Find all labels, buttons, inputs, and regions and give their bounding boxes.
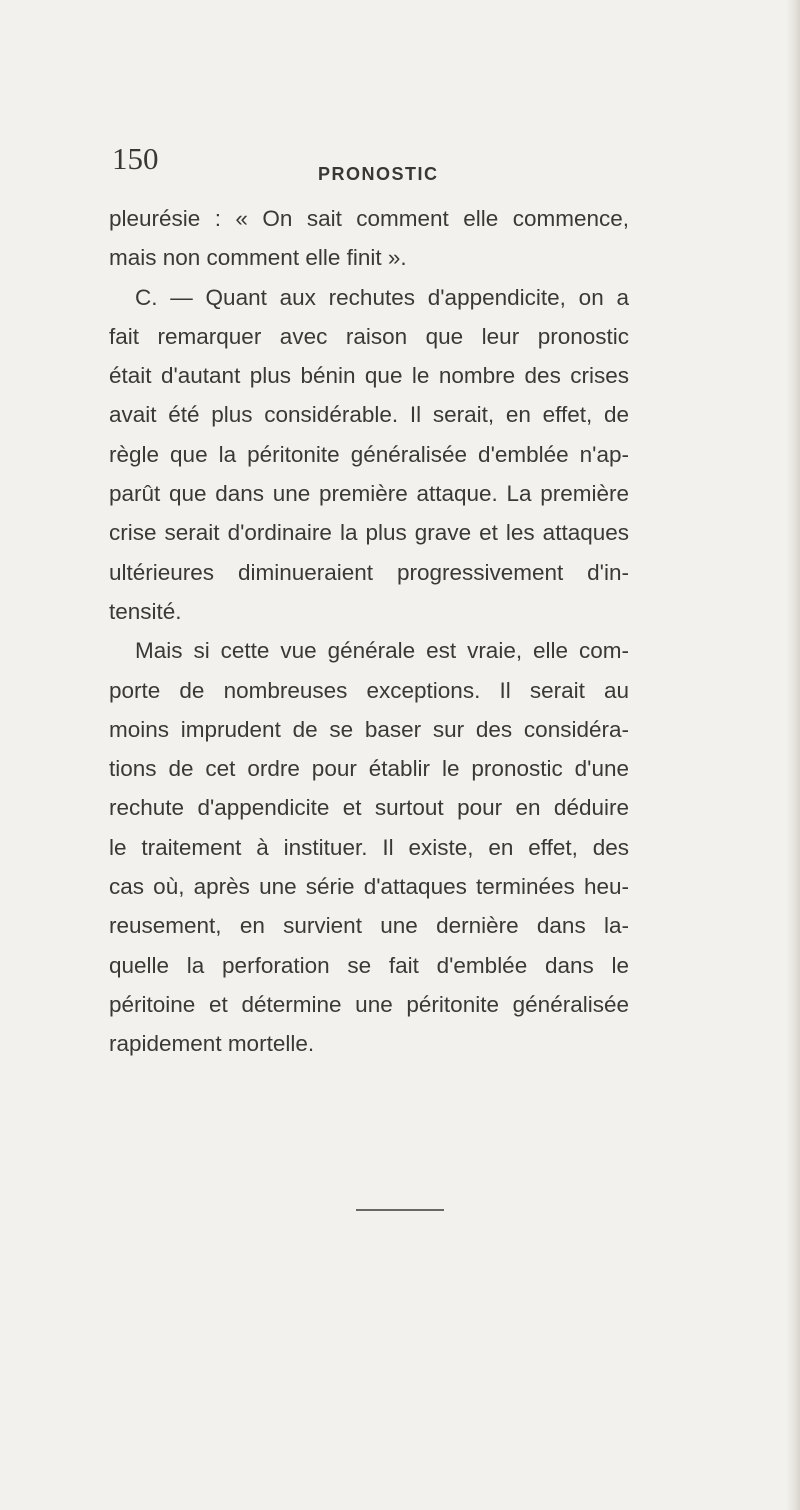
text-line: quelle la perforation se fait d'emblée dans le [109, 952, 629, 978]
text-line: le traitement à instituer. Il existe, en effet, des [109, 834, 629, 860]
end-rule [356, 1209, 444, 1211]
text-line: Mais si cette vue générale est vraie, elle com- [135, 638, 629, 664]
text-line: crise serait d'ordinaire la plus grave et les attaques [109, 520, 629, 546]
text-line: avait été plus considérable. Il serait, en effet, de [109, 402, 629, 428]
text-line: mais non comment elle finit ». [109, 245, 407, 271]
body-text [109, 199, 629, 1064]
text-line: fait remarquer avec raison que leur pronostic [109, 323, 629, 349]
text-line: porte de nombreuses exceptions. Il serait au [109, 677, 629, 703]
text-line: rapidement mortelle. [109, 1031, 315, 1057]
page-number: 150 [112, 141, 159, 176]
text-line: C. — Quant aux rechutes d'appendicite, on a [135, 284, 629, 310]
text-line: règle que la péritonite généralisée d'emblée n'ap- [109, 441, 629, 467]
text-line: parût que dans une première attaque. La première [109, 481, 629, 507]
text-line: ultérieures diminueraient progressivement d'in- [109, 559, 629, 585]
text-line: était d'autant plus bénin que le nombre des crises [109, 363, 629, 389]
text-line: tensité. [109, 598, 182, 624]
text-line: pleurésie : « On sait comment elle commence, [109, 206, 629, 231]
page-edge-shadow [786, 0, 800, 1510]
text-line: rechute d'appendicite et surtout pour en déduire [109, 795, 629, 821]
text-line: reusement, en survient une dernière dans la- [109, 913, 629, 939]
text-line: péritoine et détermine une péritonite généralisée [109, 991, 629, 1017]
text-line: tions de cet ordre pour établir le pronostic d'une [109, 756, 629, 782]
running-head: PRONOSTIC [318, 164, 439, 184]
text-line: moins imprudent de se baser sur des considéra- [109, 716, 629, 742]
text-line: cas où, après une série d'attaques terminées heu- [109, 874, 629, 900]
